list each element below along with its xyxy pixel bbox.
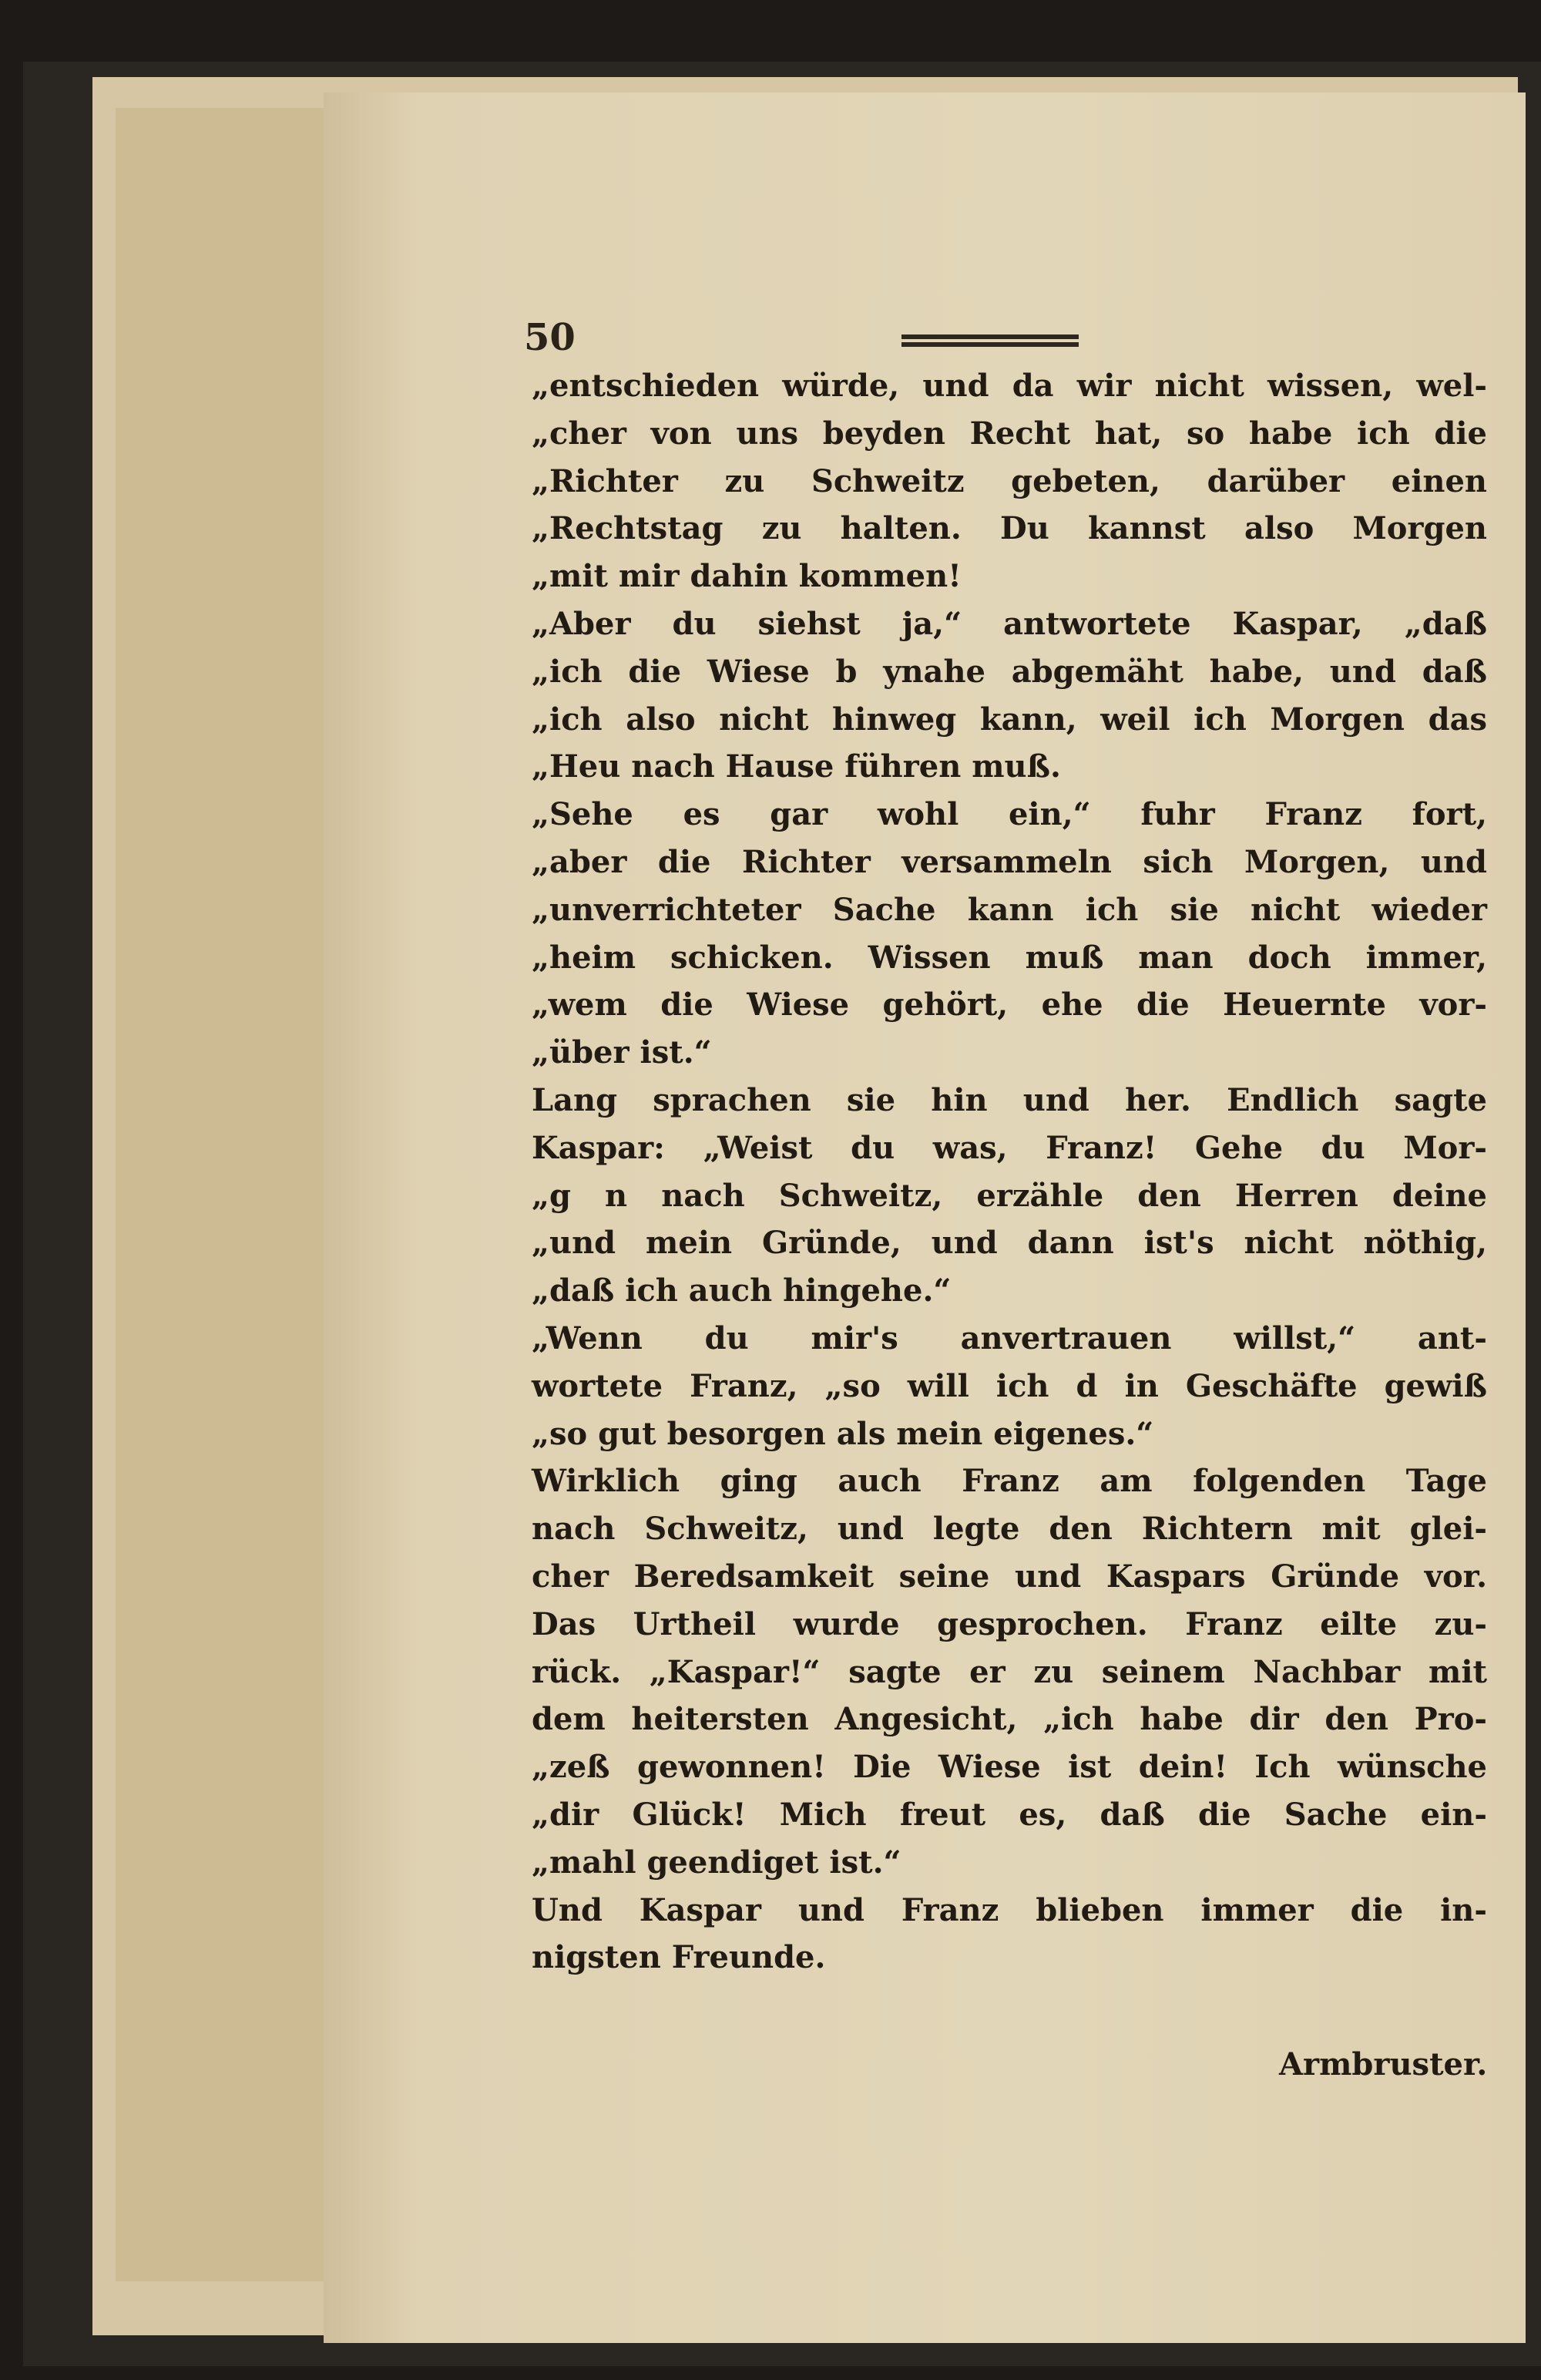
body-text: [532, 362, 1487, 1982]
text-line: „Richter zu Schweitz gebeten, darüber einen: [532, 462, 1487, 499]
text-line: „daß ich auch hingehe.“: [532, 1272, 952, 1309]
text-line: „und mein Gründe, und dann ist's nicht nöthig,: [532, 1225, 1487, 1262]
text-line: „Heu nach Hause führen muß.: [532, 748, 1061, 785]
page-number: 50: [524, 316, 576, 359]
text-line: Wirklich ging auch Franz am folgenden Tage: [532, 1463, 1487, 1500]
text-line: „g n nach Schweitz, erzähle den Herren deine: [532, 1177, 1487, 1214]
text-line: „Sehe es gar wohl ein,“ fuhr Franz fort,: [532, 796, 1487, 833]
text-line: „mit mir dahin kommen!: [532, 558, 962, 595]
text-line: nigsten Freunde.: [532, 1939, 826, 1976]
text-line: „dir Glück! Mich freut es, daß die Sache ein-: [532, 1796, 1487, 1833]
text-line: „cher von uns beyden Recht hat, so habe ich die: [532, 415, 1487, 452]
text-line: „ich also nicht hinweg kann, weil ich Morgen das: [532, 701, 1487, 738]
text-line: „ich die Wiese b ynahe abgemäht habe, und daß: [532, 653, 1487, 690]
header-rule: [901, 334, 1079, 339]
text-line: „mahl geendiget ist.“: [532, 1844, 901, 1881]
text-line: dem heitersten Angesicht, „ich habe dir den Pro-: [532, 1701, 1487, 1738]
text-line: „aber die Richter versammeln sich Morgen, und: [532, 843, 1487, 880]
text-line: cher Beredsamkeit seine und Kaspars Gründe vor.: [532, 1558, 1487, 1595]
text-line: Kaspar: „Weist du was, Franz! Gehe du Mor-: [532, 1129, 1487, 1166]
text-line: „unverrichteter Sache kann ich sie nicht wieder: [532, 891, 1487, 928]
text-line: Lang sprachen sie hin und her. Endlich sagte: [532, 1081, 1487, 1118]
text-line: „Wenn du mir's anvertrauen willst,“ ant-: [532, 1319, 1487, 1356]
text-line: nach Schweitz, und legte den Richtern mit glei-: [532, 1511, 1487, 1548]
text-line: „Aber du siehst ja,“ antwortete Kaspar, „daß: [532, 605, 1487, 642]
text-line: „über ist.“: [532, 1034, 712, 1071]
page-edge: [262, 108, 294, 2281]
page-header: [524, 316, 1526, 359]
text-line: „entschieden würde, und da wir nicht wissen, wel-: [532, 368, 1487, 404]
page-edge: [293, 108, 325, 2281]
author-signature: Armbruster.: [1279, 2046, 1488, 2082]
page-edge: [177, 108, 225, 2281]
page-edge: [223, 108, 264, 2281]
text-line: wortete Franz, „so will ich d in Geschäfte gewiß: [532, 1367, 1487, 1404]
text-line: Und Kaspar und Franz blieben immer die in-: [532, 1891, 1487, 1928]
text-line: „zeß gewonnen! Die Wiese ist dein! Ich wünsche: [532, 1749, 1487, 1786]
text-line: Das Urtheil wurde gesprochen. Franz eilte zu-: [532, 1605, 1487, 1642]
text-line: rück. „Kaspar!“ sagte er zu seinem Nachbar mit: [532, 1653, 1487, 1690]
text-line: „wem die Wiese gehört, ehe die Heuernte vor-: [532, 987, 1487, 1024]
page-edge: [116, 108, 179, 2281]
text-line: „so gut besorgen als mein eigenes.“: [532, 1415, 1154, 1452]
text-line: „heim schicken. Wissen muß man doch immer,: [532, 939, 1487, 976]
text-line: „Rechtstag zu halten. Du kannst also Morgen: [532, 510, 1487, 547]
